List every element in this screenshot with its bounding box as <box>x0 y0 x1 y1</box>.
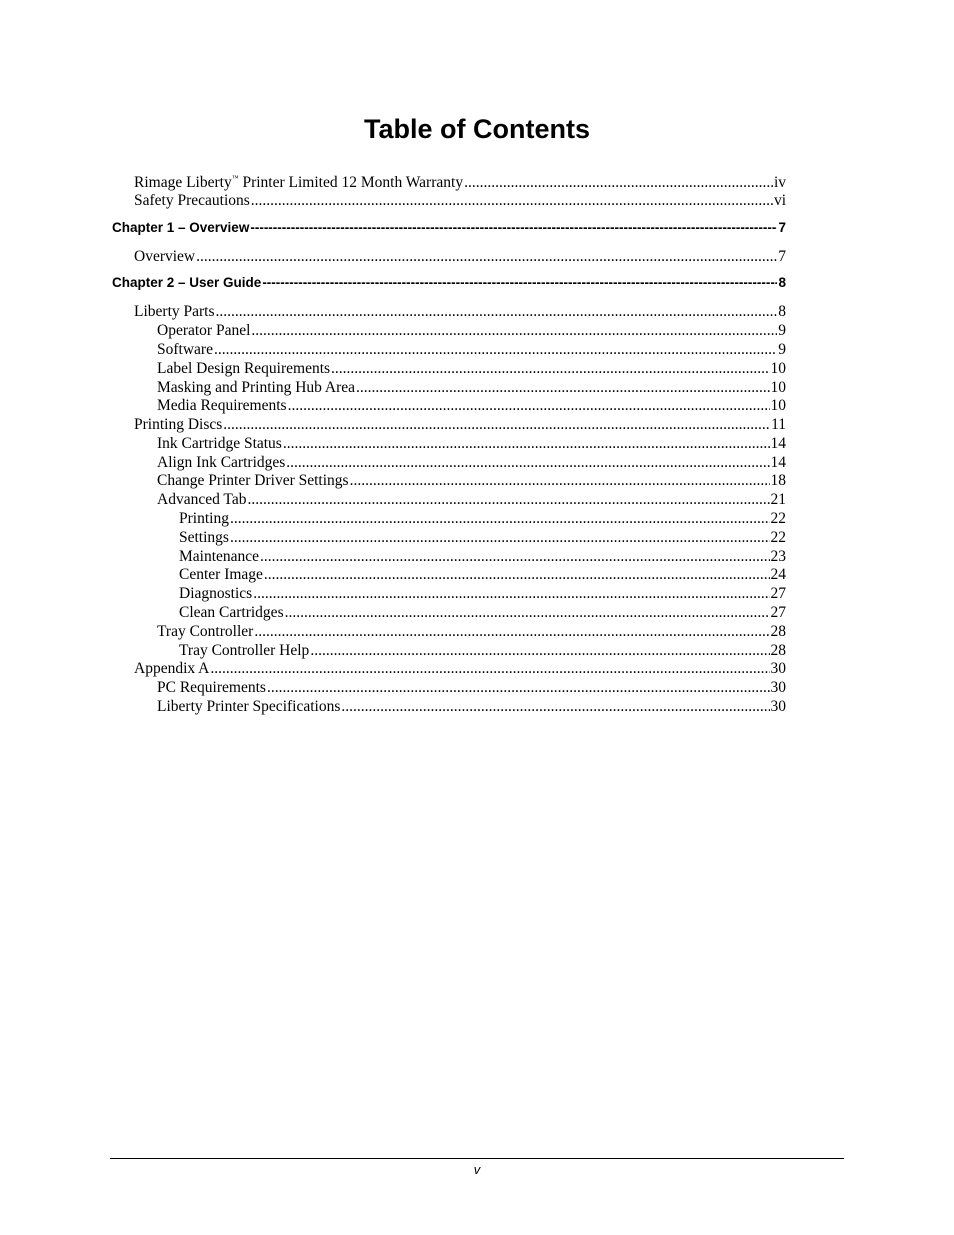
toc-entry-page: iv <box>773 174 786 191</box>
toc-entry-label: Advanced Tab <box>157 491 247 508</box>
toc-entry-label: Tray Controller <box>157 623 254 640</box>
toc-entry-page: vi <box>773 192 786 209</box>
toc-entry-label: Software <box>157 341 213 358</box>
toc-entry-page: 10 <box>770 397 786 414</box>
toc-entry-appendix-a[interactable] <box>134 660 786 679</box>
toc-entry-label: Liberty Parts <box>134 303 215 320</box>
toc-entry-label-design-requirements[interactable] <box>157 360 786 379</box>
dot-leader <box>260 548 769 566</box>
toc-entry-label: Settings <box>179 529 229 546</box>
toc-entry-label: Label Design Requirements <box>157 360 331 377</box>
toc-entry-page: 14 <box>770 454 786 471</box>
toc-entry-tray-controller[interactable] <box>157 623 786 642</box>
dot-leader <box>288 397 770 415</box>
toc-entry-page: 18 <box>770 472 786 489</box>
toc-entry-page: 10 <box>770 379 786 396</box>
toc-entry-label: Printing <box>179 510 229 527</box>
toc-entry-ink-cartridge-status[interactable] <box>157 435 786 454</box>
toc-entry-page: 24 <box>770 566 786 583</box>
toc-entry-page: 22 <box>770 529 786 546</box>
dot-leader <box>341 698 769 716</box>
toc-entry-chapter-1[interactable] <box>112 220 786 239</box>
toc-entry-page: 10 <box>770 360 786 377</box>
toc-entry-media-requirements[interactable] <box>157 397 786 416</box>
toc-entry-masking-hub-area[interactable] <box>157 379 786 398</box>
dot-leader <box>251 192 773 210</box>
toc-entry-label: Overview <box>134 248 196 265</box>
toc-entry-label: Tray Controller Help <box>179 642 310 659</box>
toc-entry-label: Ink Cartridge Status <box>157 435 282 452</box>
toc-entry-center-image[interactable] <box>179 566 786 585</box>
toc-entry-label: Appendix A <box>134 660 210 677</box>
toc-entry-label: Safety Precautions <box>134 192 250 209</box>
toc-entry-label: Chapter 1 – Overview <box>112 220 250 235</box>
toc-entry-label: Maintenance <box>179 548 260 565</box>
dot-leader <box>285 604 770 622</box>
toc-entry-page: 28 <box>770 623 786 640</box>
toc-entry-page: 30 <box>770 660 786 677</box>
toc-entry-page: 30 <box>770 679 786 696</box>
toc-entry-tray-controller-help[interactable] <box>179 642 786 661</box>
toc-entry-change-printer-driver-settings[interactable] <box>157 472 786 491</box>
toc-entry-operator-panel[interactable] <box>157 322 786 341</box>
dot-leader <box>230 510 770 528</box>
dot-leader <box>264 566 770 584</box>
toc-entry-maintenance[interactable] <box>179 548 786 567</box>
dot-leader <box>310 642 769 660</box>
toc-entry-clean-cartridges[interactable] <box>179 604 786 623</box>
toc-entry-align-ink-cartridges[interactable] <box>157 454 786 473</box>
dot-leader <box>356 379 769 397</box>
toc-entry-label: Masking and Printing Hub Area <box>157 379 356 396</box>
toc-entry-chapter-2[interactable] <box>112 275 786 294</box>
toc-entry-page: 21 <box>770 491 786 508</box>
toc-entry-label: Align Ink Cartridges <box>157 454 286 471</box>
dot-leader <box>283 435 770 453</box>
trademark-symbol: ™ <box>231 174 239 182</box>
toc-entry-software[interactable] <box>157 341 786 360</box>
toc-entry-label: Operator Panel <box>157 322 251 339</box>
toc-entry-label: Clean Cartridges <box>179 604 284 621</box>
toc-entry-label: Change Printer Driver Settings <box>157 472 349 489</box>
toc-entry-overview[interactable] <box>134 248 786 267</box>
dash-leader <box>262 275 777 290</box>
dot-leader <box>251 322 777 340</box>
dot-leader <box>214 341 777 359</box>
toc-entry-page: 23 <box>770 548 786 565</box>
toc-entry-warranty[interactable] <box>134 174 786 193</box>
toc-entry-settings[interactable] <box>179 529 786 548</box>
toc-entry-page: 9 <box>778 341 786 358</box>
dot-leader <box>230 529 770 547</box>
dot-leader <box>216 303 778 321</box>
dot-leader <box>223 416 770 434</box>
dot-leader <box>247 491 769 509</box>
dot-leader <box>286 454 769 472</box>
toc-entry-label: Liberty Printer Specifications <box>157 698 341 715</box>
toc-entry-page: 28 <box>770 642 786 659</box>
dot-leader <box>196 248 777 266</box>
page-number: v <box>473 1162 481 1177</box>
toc-entry-label: Diagnostics <box>179 585 253 602</box>
dash-leader <box>250 220 777 235</box>
toc-entry-page: 14 <box>770 435 786 452</box>
toc-entry-safety-precautions[interactable] <box>134 192 786 211</box>
toc-entry-label: Center Image <box>179 566 263 583</box>
toc-entry-page: 8 <box>778 275 786 290</box>
toc-entry-label: Rimage Liberty™ Printer Limited 12 Month Warranty <box>134 174 464 191</box>
toc-entry-printing[interactable] <box>179 510 786 529</box>
dot-leader <box>331 360 769 378</box>
toc-entry-diagnostics[interactable] <box>179 585 786 604</box>
dot-leader <box>350 472 770 490</box>
toc-entry-pc-requirements[interactable] <box>157 679 786 698</box>
toc-entry-liberty-printer-specifications[interactable] <box>157 698 786 717</box>
toc-entry-page: 9 <box>778 322 786 339</box>
dot-leader <box>254 623 769 641</box>
page-title: Table of Contents <box>364 114 590 144</box>
footer-divider <box>110 1158 844 1159</box>
toc-entry-liberty-parts[interactable] <box>134 303 786 322</box>
toc-entry-page: 7 <box>778 248 786 265</box>
toc-entry-page: 27 <box>770 585 786 602</box>
toc-entry-page: 7 <box>778 220 786 235</box>
toc-entry-advanced-tab[interactable] <box>157 491 786 510</box>
dot-leader <box>210 660 769 678</box>
toc-entry-printing-discs[interactable] <box>134 416 786 435</box>
dot-leader <box>464 174 773 192</box>
toc-entry-label: Printing Discs <box>134 416 223 433</box>
toc-entry-label: Chapter 2 – User Guide <box>112 275 262 290</box>
toc-entry-page: 22 <box>770 510 786 527</box>
toc-entry-page: 11 <box>771 416 786 433</box>
toc-entry-label: Media Requirements <box>157 397 287 414</box>
dot-leader <box>253 585 769 603</box>
toc-entry-page: 27 <box>770 604 786 621</box>
toc-entry-label: PC Requirements <box>157 679 266 696</box>
toc-entry-page: 30 <box>770 698 786 715</box>
dot-leader <box>267 679 770 697</box>
toc-entry-page: 8 <box>778 303 786 320</box>
